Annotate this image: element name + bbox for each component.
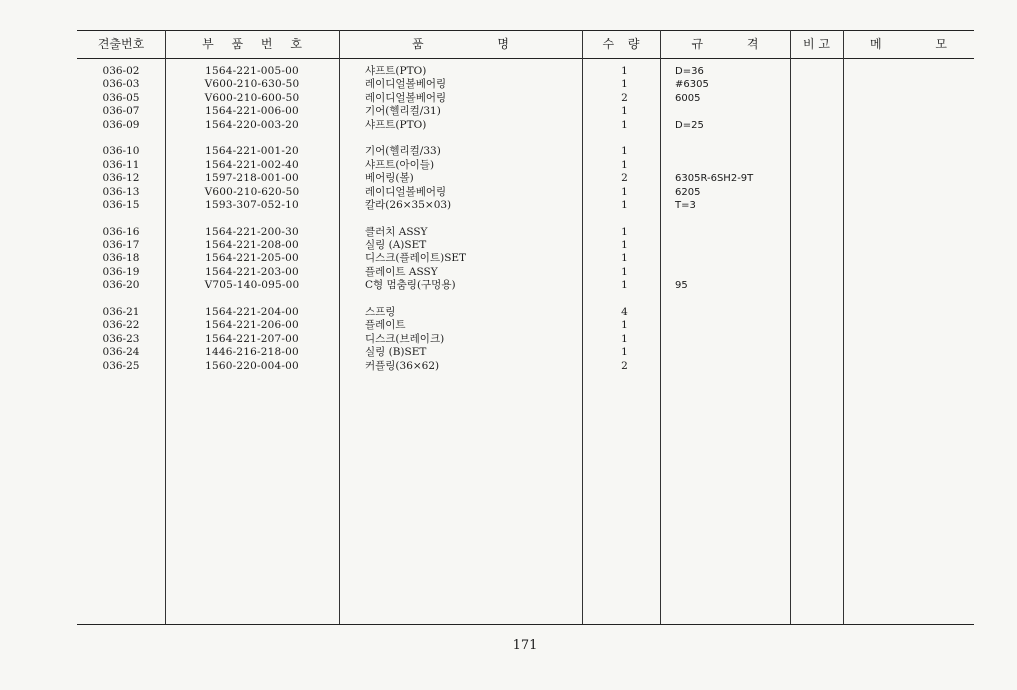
- row-part-name: 실링 (A)SET: [365, 239, 427, 252]
- group-spacer: [77, 212, 974, 225]
- table-row: [77, 239, 974, 252]
- row-quantity: 4: [621, 306, 628, 319]
- row-quantity: 2: [621, 91, 628, 104]
- row-part-number: V600-210-600-50: [204, 91, 300, 104]
- table-row: [77, 226, 974, 239]
- header-qty: 수 량: [602, 37, 640, 51]
- row-ref-no: 036-13: [102, 185, 140, 198]
- row-quantity: 1: [621, 158, 628, 171]
- row-part-number: 1564-221-006-00: [205, 105, 299, 118]
- row-part-name: 레이디얼볼베어링: [365, 78, 447, 91]
- row-quantity: 1: [621, 105, 628, 118]
- table-row: [77, 159, 974, 172]
- table-row: [77, 360, 974, 373]
- row-spec: 6205: [675, 186, 701, 198]
- table-row: [77, 279, 974, 292]
- row-quantity: 1: [621, 332, 628, 345]
- row-ref-no: 036-18: [102, 252, 140, 265]
- row-ref-no: 036-07: [102, 105, 140, 118]
- row-ref-no: 036-23: [102, 332, 140, 345]
- row-spec: D=25: [675, 119, 704, 131]
- group-spacer: [77, 132, 974, 145]
- row-part-number: 1564-221-002-40: [205, 158, 299, 171]
- row-part-number: V705-140-095-00: [204, 279, 300, 292]
- row-part-name: 샤프트(PTO): [365, 65, 427, 77]
- row-quantity: 1: [621, 185, 628, 198]
- row-quantity: 1: [621, 145, 628, 158]
- table-row: [77, 252, 974, 265]
- table-row: [77, 266, 974, 279]
- row-part-name: C형 멈춤링(구멍용): [365, 279, 456, 292]
- row-quantity: 1: [621, 225, 628, 238]
- page-number: 171: [512, 638, 538, 653]
- row-part-number: 1564-221-205-00: [205, 252, 299, 265]
- row-ref-no: 036-21: [102, 306, 140, 319]
- table-row: [77, 145, 974, 158]
- table-row: [77, 306, 974, 319]
- row-ref-no: 036-24: [102, 346, 140, 359]
- row-part-name: 디스크(브레이크): [365, 332, 445, 345]
- row-part-number: 1564-221-208-00: [205, 239, 299, 252]
- header-memo: 메 모: [870, 37, 947, 51]
- row-spec: 6005: [675, 92, 701, 104]
- row-part-number: 1564-221-200-30: [205, 225, 299, 238]
- row-part-name: 디스크(플레이트)SET: [365, 252, 467, 265]
- header-name: 품 명: [412, 37, 509, 51]
- row-part-name: 클러치 ASSY: [365, 225, 428, 238]
- row-part-number: V600-210-620-50: [204, 185, 300, 198]
- row-ref-no: 036-19: [102, 265, 140, 278]
- group-spacer: [77, 293, 974, 306]
- row-ref-no: 036-11: [102, 158, 140, 171]
- row-part-number: 1564-221-005-00: [205, 65, 299, 77]
- table-row: [77, 199, 974, 212]
- header-remark: 비 고: [803, 37, 830, 51]
- table-row: [77, 172, 974, 185]
- header-bottom-border: [77, 58, 974, 59]
- row-part-number: 1564-221-207-00: [205, 332, 299, 345]
- row-part-name: 샤프트(아이들): [365, 158, 435, 171]
- row-part-number: 1564-221-206-00: [205, 319, 299, 332]
- row-quantity: 1: [621, 265, 628, 278]
- table-body: [77, 65, 974, 373]
- row-part-name: 베어링(볼): [365, 172, 414, 185]
- row-part-name: 샤프트(PTO): [365, 118, 427, 131]
- table-row: [77, 346, 974, 359]
- row-part-name: 레이디얼볼베어링: [365, 91, 447, 104]
- header-spec: 규 격: [691, 37, 759, 51]
- row-spec: 95: [675, 280, 688, 292]
- row-ref-no: 036-15: [102, 198, 140, 211]
- row-quantity: 2: [621, 172, 628, 185]
- table-row: [77, 92, 974, 105]
- row-ref-no: 036-25: [102, 359, 140, 372]
- row-ref-no: 036-02: [102, 65, 140, 77]
- row-ref-no: 036-17: [102, 239, 140, 252]
- row-ref-no: 036-12: [102, 172, 140, 185]
- row-part-number: 1564-221-001-20: [205, 145, 299, 158]
- table-row: [77, 105, 974, 118]
- row-quantity: 1: [621, 78, 628, 91]
- parts-table: [77, 30, 974, 624]
- row-quantity: 1: [621, 118, 628, 131]
- row-spec: #6305: [675, 79, 709, 91]
- row-ref-no: 036-20: [102, 279, 140, 292]
- row-part-number: 1564-220-003-20: [205, 118, 299, 131]
- row-ref-no: 036-10: [102, 145, 140, 158]
- header-no: 견출번호: [97, 37, 145, 51]
- row-part-name: 기어(헬리컬/33): [365, 145, 441, 158]
- table-row: [77, 78, 974, 91]
- row-part-number: 1593-307-052-10: [205, 198, 299, 211]
- table-row: [77, 186, 974, 199]
- row-quantity: 1: [621, 65, 628, 77]
- row-part-name: 실링 (B)SET: [365, 346, 427, 359]
- row-ref-no: 036-05: [102, 91, 140, 104]
- row-ref-no: 036-09: [102, 118, 140, 131]
- row-part-number: 1560-220-004-00: [205, 359, 299, 372]
- row-part-name: 플레이트 ASSY: [365, 265, 438, 278]
- row-ref-no: 036-16: [102, 225, 140, 238]
- row-spec: T=3: [675, 199, 696, 211]
- row-quantity: 1: [621, 346, 628, 359]
- row-part-number: 1564-221-203-00: [205, 265, 299, 278]
- row-part-name: 스프링: [365, 306, 396, 319]
- header-part-no: 부 품 번 호: [202, 37, 302, 51]
- row-spec: 6305R-6SH2-9T: [675, 173, 754, 185]
- table-row: [77, 119, 974, 132]
- row-ref-no: 036-03: [102, 78, 140, 91]
- row-part-name: 기어(헬리컬/31): [365, 105, 441, 118]
- row-quantity: 2: [621, 359, 628, 372]
- row-part-name: 레이디얼볼베어링: [365, 185, 447, 198]
- bleed-through-watermark: [80, 624, 440, 654]
- row-part-name: 커플링(36×62): [365, 359, 440, 372]
- row-part-number: 1564-221-204-00: [205, 306, 299, 319]
- row-part-number: 1597-218-001-00: [205, 172, 299, 185]
- row-quantity: 1: [621, 239, 628, 252]
- row-quantity: 1: [621, 252, 628, 265]
- row-part-number: 1446-216-218-00: [205, 346, 299, 359]
- row-quantity: 1: [621, 198, 628, 211]
- row-part-name: 플레이트: [365, 319, 406, 332]
- row-spec: D=36: [675, 66, 704, 77]
- row-quantity: 1: [621, 279, 628, 292]
- table-row: [77, 333, 974, 346]
- row-quantity: 1: [621, 319, 628, 332]
- table-row: [77, 65, 974, 78]
- row-ref-no: 036-22: [102, 319, 140, 332]
- row-part-name: 칼라(26×35×03): [365, 198, 452, 211]
- table-row: [77, 319, 974, 332]
- row-part-number: V600-210-630-50: [204, 78, 300, 91]
